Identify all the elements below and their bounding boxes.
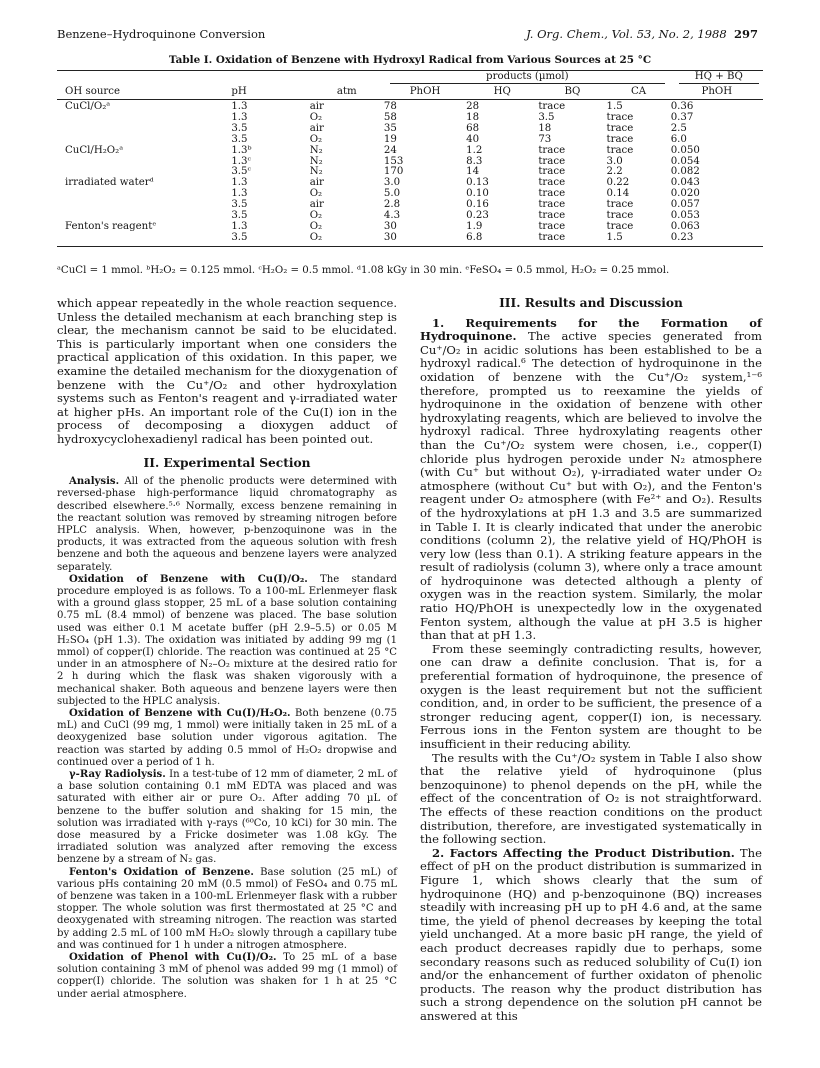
table-cell-atm: air — [309, 101, 324, 112]
paragraph-heading: Oxidation of Benzene with Cu(I)/O₂. — [69, 573, 308, 585]
table-row — [57, 135, 763, 146]
running-head — [57, 26, 758, 42]
table-row — [57, 100, 763, 113]
journal-citation: J. Org. Chem., Vol. 53, No. 2, 1988 — [526, 27, 727, 41]
paragraph-heading: 2. Factors Affecting the Product Distribution. — [432, 845, 735, 860]
paragraph-text: In a test-tube of 12 mm of diameter, 2 mL of a base solution containing 0.1 mM EDTA was placed and was saturated with either air or pure O₂. After adding 70 µL of benzene to the buffer solution and shaking for 15 min, the solution was irradiated with γ-rays (⁶⁰Co, 10 kCi) for 30 min. The dose measured by a Fricke dosimeter was 1.08 kGy. The irradiated solution was analyzed after removing the excess benzene by a stream of N₂ gas. — [57, 769, 398, 866]
table-cell-ph: 1.3 — [231, 111, 248, 123]
table-row — [57, 222, 763, 233]
table-cell-atm: O₂ — [309, 220, 323, 232]
experimental-paragraphs — [57, 476, 397, 1001]
table-cell-phoh: 153 — [383, 155, 404, 167]
table-cell-ph: 3.5 — [231, 133, 248, 145]
results-paragraphs — [420, 317, 762, 1024]
table-cell-bq: trace — [538, 210, 566, 222]
table-cell-src: Fenton's reagentᵉ — [65, 220, 157, 232]
ratio-group-header: HQ + BQ — [671, 71, 763, 86]
column-header-row — [57, 85, 763, 100]
paragraph-text: The effect of pH on the product distribution is summarized in Figure 1, which shows clearly that the sum of hydroquinone (HQ) and p-benzoquinone (BQ) increases steadily with increasing pH up to pH 4.6 and, at the same time, the yield of phenol decreases by keeping the total yield unchanged. At a more basic pH range, the yield of each product decreases rapidly due to perhaps, some secondary reasons such as reduced solubility of Cu(I) ion and/or the enhancement of further oxidaton of phenolic products. The reason why the product distribution has such a strong dependence on the solution pH cannot be answered at this — [420, 845, 762, 1023]
body-paragraph — [420, 317, 762, 643]
paragraph-text: Base solution (25 mL) of various pHs containing 20 mM (0.5 mmol) of FeSO₄ and 0.75 mL of benzene was taken in a 100-mL Erlenmeyer flask with a rubber stopper. The whole solution was first thermostated at 25 °C and deoxygenated with streaming nitrogen. The reaction was started by adding 2.5 mL of 100 mM H₂O₂ slowly through a capillary tube and was continued for 1 h under a nitrogen atmosphere. — [57, 866, 397, 951]
table-cell-bq: trace — [538, 177, 566, 189]
table-cell-src — [57, 124, 177, 135]
table-cell-atm: N₂ — [309, 166, 323, 178]
table-cell-hq: 28 — [466, 101, 480, 112]
table-cell-ph: 3.5 — [177, 233, 309, 246]
table-cell-phoh: 78 — [383, 101, 397, 112]
table-cell-ph: 3.5 — [231, 122, 248, 134]
table-cell-src: CuCl/O₂ᵃ — [65, 101, 111, 112]
table-cell-atm: N₂ — [309, 155, 323, 167]
table-cell-ca: trace — [606, 133, 634, 145]
table-cell-hq: 0.23 — [466, 210, 489, 222]
column-header: PhOH — [409, 85, 441, 97]
table-cell-phoh: 58 — [383, 111, 397, 123]
table-cell-ratio: 0.37 — [670, 111, 694, 123]
paragraph-heading: γ-Ray Radiolysis. — [69, 769, 166, 780]
table-cell-bq: trace — [538, 101, 566, 112]
table-cell-ca: trace — [606, 111, 634, 123]
table-cell-atm: air — [309, 199, 324, 211]
right-column — [420, 297, 762, 1023]
table-row — [57, 113, 763, 124]
table-cell-ca: trace — [606, 220, 634, 232]
body-paragraph — [57, 769, 397, 867]
table-cell-atm: O₂ — [309, 210, 323, 222]
table-cell-ratio: 0.043 — [670, 177, 700, 189]
table-cell-hq: 18 — [466, 111, 480, 123]
table-cell-atm: air — [309, 122, 324, 134]
paragraph-heading: Oxidation of Benzene with Cu(I)/H₂O₂. — [69, 707, 291, 719]
table-cell-src: CuCl/H₂O₂ᵃ — [65, 144, 124, 156]
section-title-results: III. Results and Discussion — [499, 296, 683, 310]
table-cell-bq: 3.5 — [538, 111, 555, 123]
table-cell-ph: 1.3ᵇ — [231, 144, 252, 156]
table-cell-bq: trace — [538, 144, 566, 156]
table-cell-src — [57, 189, 177, 200]
paragraph-text: To 25 mL of a base solution containing 3 mM of phenol was added 99 mg (1 mmol) of copper(I) chloride. The solution was shaken for 1 h at 25 °C under aerial atmosphere. — [57, 952, 397, 1000]
table-cell-bq: trace — [538, 155, 566, 167]
table-cell-ca: 0.14 — [606, 188, 630, 200]
table-cell-hq: 68 — [466, 122, 480, 134]
column-header: pH — [231, 85, 247, 97]
table-cell-phoh: 170 — [383, 166, 404, 178]
table-cell-ca: 1.5 — [607, 233, 671, 246]
page-number: 297 — [733, 27, 758, 41]
table-cell-phoh: 30 — [384, 233, 466, 246]
table-row — [57, 200, 763, 211]
table-cell-ca: 3.0 — [606, 155, 623, 167]
table-cell-bq: 18 — [538, 122, 552, 134]
table-row — [57, 167, 763, 178]
data-table — [57, 70, 763, 247]
table-cell-ca: 2.2 — [606, 166, 623, 178]
table-cell-ratio: 0.057 — [670, 199, 700, 211]
table-cell-bq: trace — [538, 166, 566, 178]
table-cell-phoh: 3.0 — [383, 177, 401, 189]
table-cell-atm: air — [309, 177, 324, 189]
body-paragraph — [57, 476, 397, 574]
body-paragraph — [57, 574, 397, 708]
table-cell-ph: 1.3 — [231, 177, 248, 189]
table-row — [57, 233, 763, 246]
table-cell-phoh: 2.8 — [383, 199, 401, 211]
table-cell-src — [57, 233, 177, 246]
table-cell-phoh: 35 — [383, 122, 397, 134]
table-cell-hq: 0.10 — [466, 188, 489, 200]
paragraph-heading: 1. Requirements for the Formation of Hydroquinone. — [420, 315, 762, 344]
table-footnotes: ᵃCuCl = 1 mmol. ᵇH₂O₂ = 0.125 mmol. ᶜH₂O₂ = 0.5 mmol. ᵈ1.08 kGy in 30 min. ᵉFeSO₄ = 0.5 mmol, H₂O₂ = 0.25 mmol. — [57, 265, 670, 276]
table-caption: Table I. Oxidation of Benzene with Hydroxyl Radical from Various Sources at 25 °C — [168, 54, 652, 66]
table-cell-ph: 3.5ᶜ — [231, 166, 252, 178]
table-cell-bq: trace — [538, 188, 566, 200]
paragraph-text: The active species generated from Cu⁺/O₂ in acidic solutions has been established to be a hydroxyl radical.⁶ The detection of hydroquinone in the oxidation of benzene with the Cu⁺/O₂ system,¹⁻⁶ therefore, prompted us to reexamine the yields of hydroquinone in the oxidation of benzene with other hydroxylating reagents, which are believed to involve the hydroxyl radical. Three hydroxylating reagents other than the Cu⁺/O₂ system were chosen, i.e., copper(I) chloride plus hydrogen peroxide under N₂ atmosphere (with Cu⁺ but without O₂), γ-irradiated water under O₂ atmosphere (without Cu⁺ but with O₂), and the Fenton's reagent under O₂ atmosphere (with Fe²⁺ and O₂). Results of the hydroxylations at pH 1.3 and 3.5 are summarized in Table I. It is clearly indicated that under the anerobic conditions (column 2), the relative yield of HQ/PhOH is very low (less than 0.1). A striking feature appears in the result of radiolysis (column 3), where only a trace amount of hydroquinone was detected although a plenty of oxygen was in the reaction system. Similarly, the molar ratio HQ/PhOH is unexpectedly low in the oxygenated Fenton system, although the value at pH 3.5 is higher than that at pH 1.3. — [420, 329, 762, 643]
running-head-title: Benzene–Hydroquinone Conversion — [57, 27, 266, 41]
table-cell-ph: 1.3 — [231, 188, 248, 200]
column-header: CA — [631, 85, 647, 97]
paragraph-text: All of the phenolic products were determined with reversed-phase high-performance liquid chromatography as described elsewhere.⁵·⁶ Normally, excess benzene remaining in the reactant solution was removed by streaming nitrogen before HPLC analysis. When, however, p-benzoquinone was in the products, it was extracted from the aqueous solution with fresh benzene and both the aqueous and benzene layers were analyzed separately. — [57, 476, 397, 573]
left-column — [57, 297, 397, 1001]
table-cell-ratio: 0.020 — [670, 188, 700, 200]
table-cell-ratio: 0.23 — [671, 233, 763, 246]
header-spacer — [57, 71, 384, 86]
table-cell-hq: 0.16 — [466, 199, 489, 211]
paragraph-text: Both benzene (0.75 mL) and CuCl (99 mg, 1 mmol) were initially taken in 25 mL of a deoxygenized base solution under vigorous agitation. The reaction was started by adding 0.5 mmol of H₂O₂ dropwise and continued over a period of 1 h. — [57, 707, 397, 768]
table-cell-atm: N₂ — [309, 144, 323, 156]
table-cell-ratio: 0.063 — [670, 220, 700, 232]
paragraph-text: From these seemingly contradicting results, however, one can draw a definite conclusion. That is, for a preferential formation of hydroquinone, the presence of oxygen is the least requirement but not the sufficient condition, and, in order to be sufficient, the presence of a stronger reducing agent, copper(I) ion, is necessary. Ferrous ions in the Fenton system are thought to be insufficient in their reducing ability. — [420, 641, 762, 751]
table-cell-ph: 1.3ᶜ — [231, 155, 252, 167]
paragraph-heading: Fenton's Oxidation of Benzene. — [69, 866, 254, 878]
table-cell-ratio: 0.082 — [670, 166, 700, 178]
table-cell-ph: 1.3 — [231, 101, 248, 112]
table-cell-atm: O₂ — [309, 188, 323, 200]
table-row — [57, 157, 763, 168]
table-body — [57, 100, 763, 247]
table-cell-src: irradiated waterᵈ — [65, 177, 154, 189]
table-cell-hq: 1.2 — [466, 144, 483, 156]
table-cell-ratio: 0.053 — [670, 210, 700, 222]
table-cell-ratio: 2.5 — [670, 122, 687, 134]
table-cell-ph: 3.5 — [231, 210, 248, 222]
body-paragraph — [420, 752, 762, 847]
table-cell-phoh: 5.0 — [383, 188, 401, 200]
table-cell-ph: 1.3 — [231, 220, 248, 232]
table-cell-ca: trace — [606, 199, 634, 211]
body-paragraph — [420, 643, 762, 752]
table-cell-src — [57, 135, 177, 146]
table-cell-phoh: 24 — [383, 144, 397, 156]
table-cell-atm: O₂ — [309, 133, 323, 145]
body-paragraph — [57, 952, 397, 1001]
paragraph-heading: Oxidation of Phenol with Cu(I)/O₂. — [69, 952, 277, 964]
table-row — [57, 211, 763, 222]
table-cell-ratio: 0.054 — [670, 155, 700, 167]
column-header: BQ — [564, 85, 581, 97]
table-cell-phoh: 19 — [383, 133, 397, 145]
table-cell-bq: trace — [538, 233, 606, 246]
table-row — [57, 146, 763, 157]
column-header: atm — [336, 85, 357, 97]
table-cell-ca: 1.5 — [606, 101, 623, 112]
table-cell-src — [57, 200, 177, 211]
column-header: HQ — [493, 85, 511, 97]
table-cell-src — [57, 157, 177, 168]
table-cell-hq: 40 — [466, 133, 480, 145]
running-head-citation — [526, 26, 758, 42]
table-row — [57, 124, 763, 135]
table-cell-hq: 14 — [466, 166, 480, 178]
table-cell-ca: trace — [606, 210, 634, 222]
table-cell-phoh: 30 — [383, 220, 397, 232]
table-row — [57, 189, 763, 200]
table-cell-bq: trace — [538, 199, 566, 211]
table-cell-hq: 6.8 — [466, 233, 538, 246]
table-cell-atm: O₂ — [309, 111, 323, 123]
paragraph-text: The results with the Cu⁺/O₂ system in Table I also show that the relative yield of hydroquinone (plus benzoquinone) to phenol depends on the pH, while the effect of the concentration of O₂ is not straightforward. The effects of these reaction conditions on the product distribution, therefore, are investigated systematically in the following section. — [420, 750, 762, 847]
table-cell-ratio: 0.36 — [670, 101, 694, 112]
table-cell-atm: O₂ — [310, 233, 384, 246]
paragraph-text: The standard procedure employed is as follows. To a 100-mL Erlenmeyer flask with a ground glass stopper, 25 mL of a base solution containing 0.75 mL (8.4 mmol) of benzene was placed. The base solution used was either 0.1 M acetate buffer (pH 2.9–5.5) or 0.05 M H₂SO₄ (pH 1.3). The oxidation was initiated by adding 99 mg (1 mmol) of copper(I) chloride. The reaction was continued at 25 °C under in an atmosphere of N₂–O₂ mixture at the desired ratio for 2 h during which the flask was shaken vigorously with a mechanical shaker. Both aqueous and benzene layers were then subjected to the HPLC analysis. — [57, 573, 397, 707]
table-cell-bq: 73 — [538, 133, 552, 145]
table-cell-ratio: 6.0 — [670, 133, 687, 145]
table-cell-ca: trace — [606, 122, 634, 134]
table-cell-ph: 3.5 — [231, 199, 248, 211]
table-row — [57, 178, 763, 189]
table-cell-phoh: 4.3 — [383, 210, 401, 222]
body-paragraph — [420, 847, 762, 1024]
table-cell-bq: trace — [538, 220, 566, 232]
table-cell-hq: 8.3 — [466, 155, 483, 167]
table-cell-hq: 1.9 — [466, 220, 483, 232]
body-paragraph — [57, 708, 397, 769]
paragraph-heading: Analysis. — [69, 476, 120, 488]
table-cell-ratio: 0.050 — [670, 144, 700, 156]
table-cell-ca: 0.22 — [606, 177, 630, 189]
table-cell-ca: trace — [606, 144, 634, 156]
products-group-header: products (µmol) — [384, 71, 671, 86]
column-header: PhOH — [701, 85, 733, 97]
column-header: OH source — [65, 85, 121, 97]
table-cell-hq: 0.13 — [466, 177, 489, 189]
intro-paragraph: which appear repeatedly in the whole reaction sequence. Unless the detailed mechanism at each branching step is clear, the mechanism cannot be said to be elucidated. This is particularly important when one considers the practical application of this oxidation. In this paper, we examine the detailed mechanism for the dioxygenation of benzene with the Cu⁺/O₂ and other hydroxylation systems such as Fenton's reagent and γ-irradiated water at higher pHs. An important role of the Cu(I) ion in the process of decomposing a dioxygen adduct of hydroxycyclohexadienyl radical has been pointed out. — [57, 296, 397, 446]
body-paragraph — [57, 867, 397, 952]
table-cell-src — [57, 113, 177, 124]
section-title-experimental: II. Experimental Section — [143, 455, 311, 470]
